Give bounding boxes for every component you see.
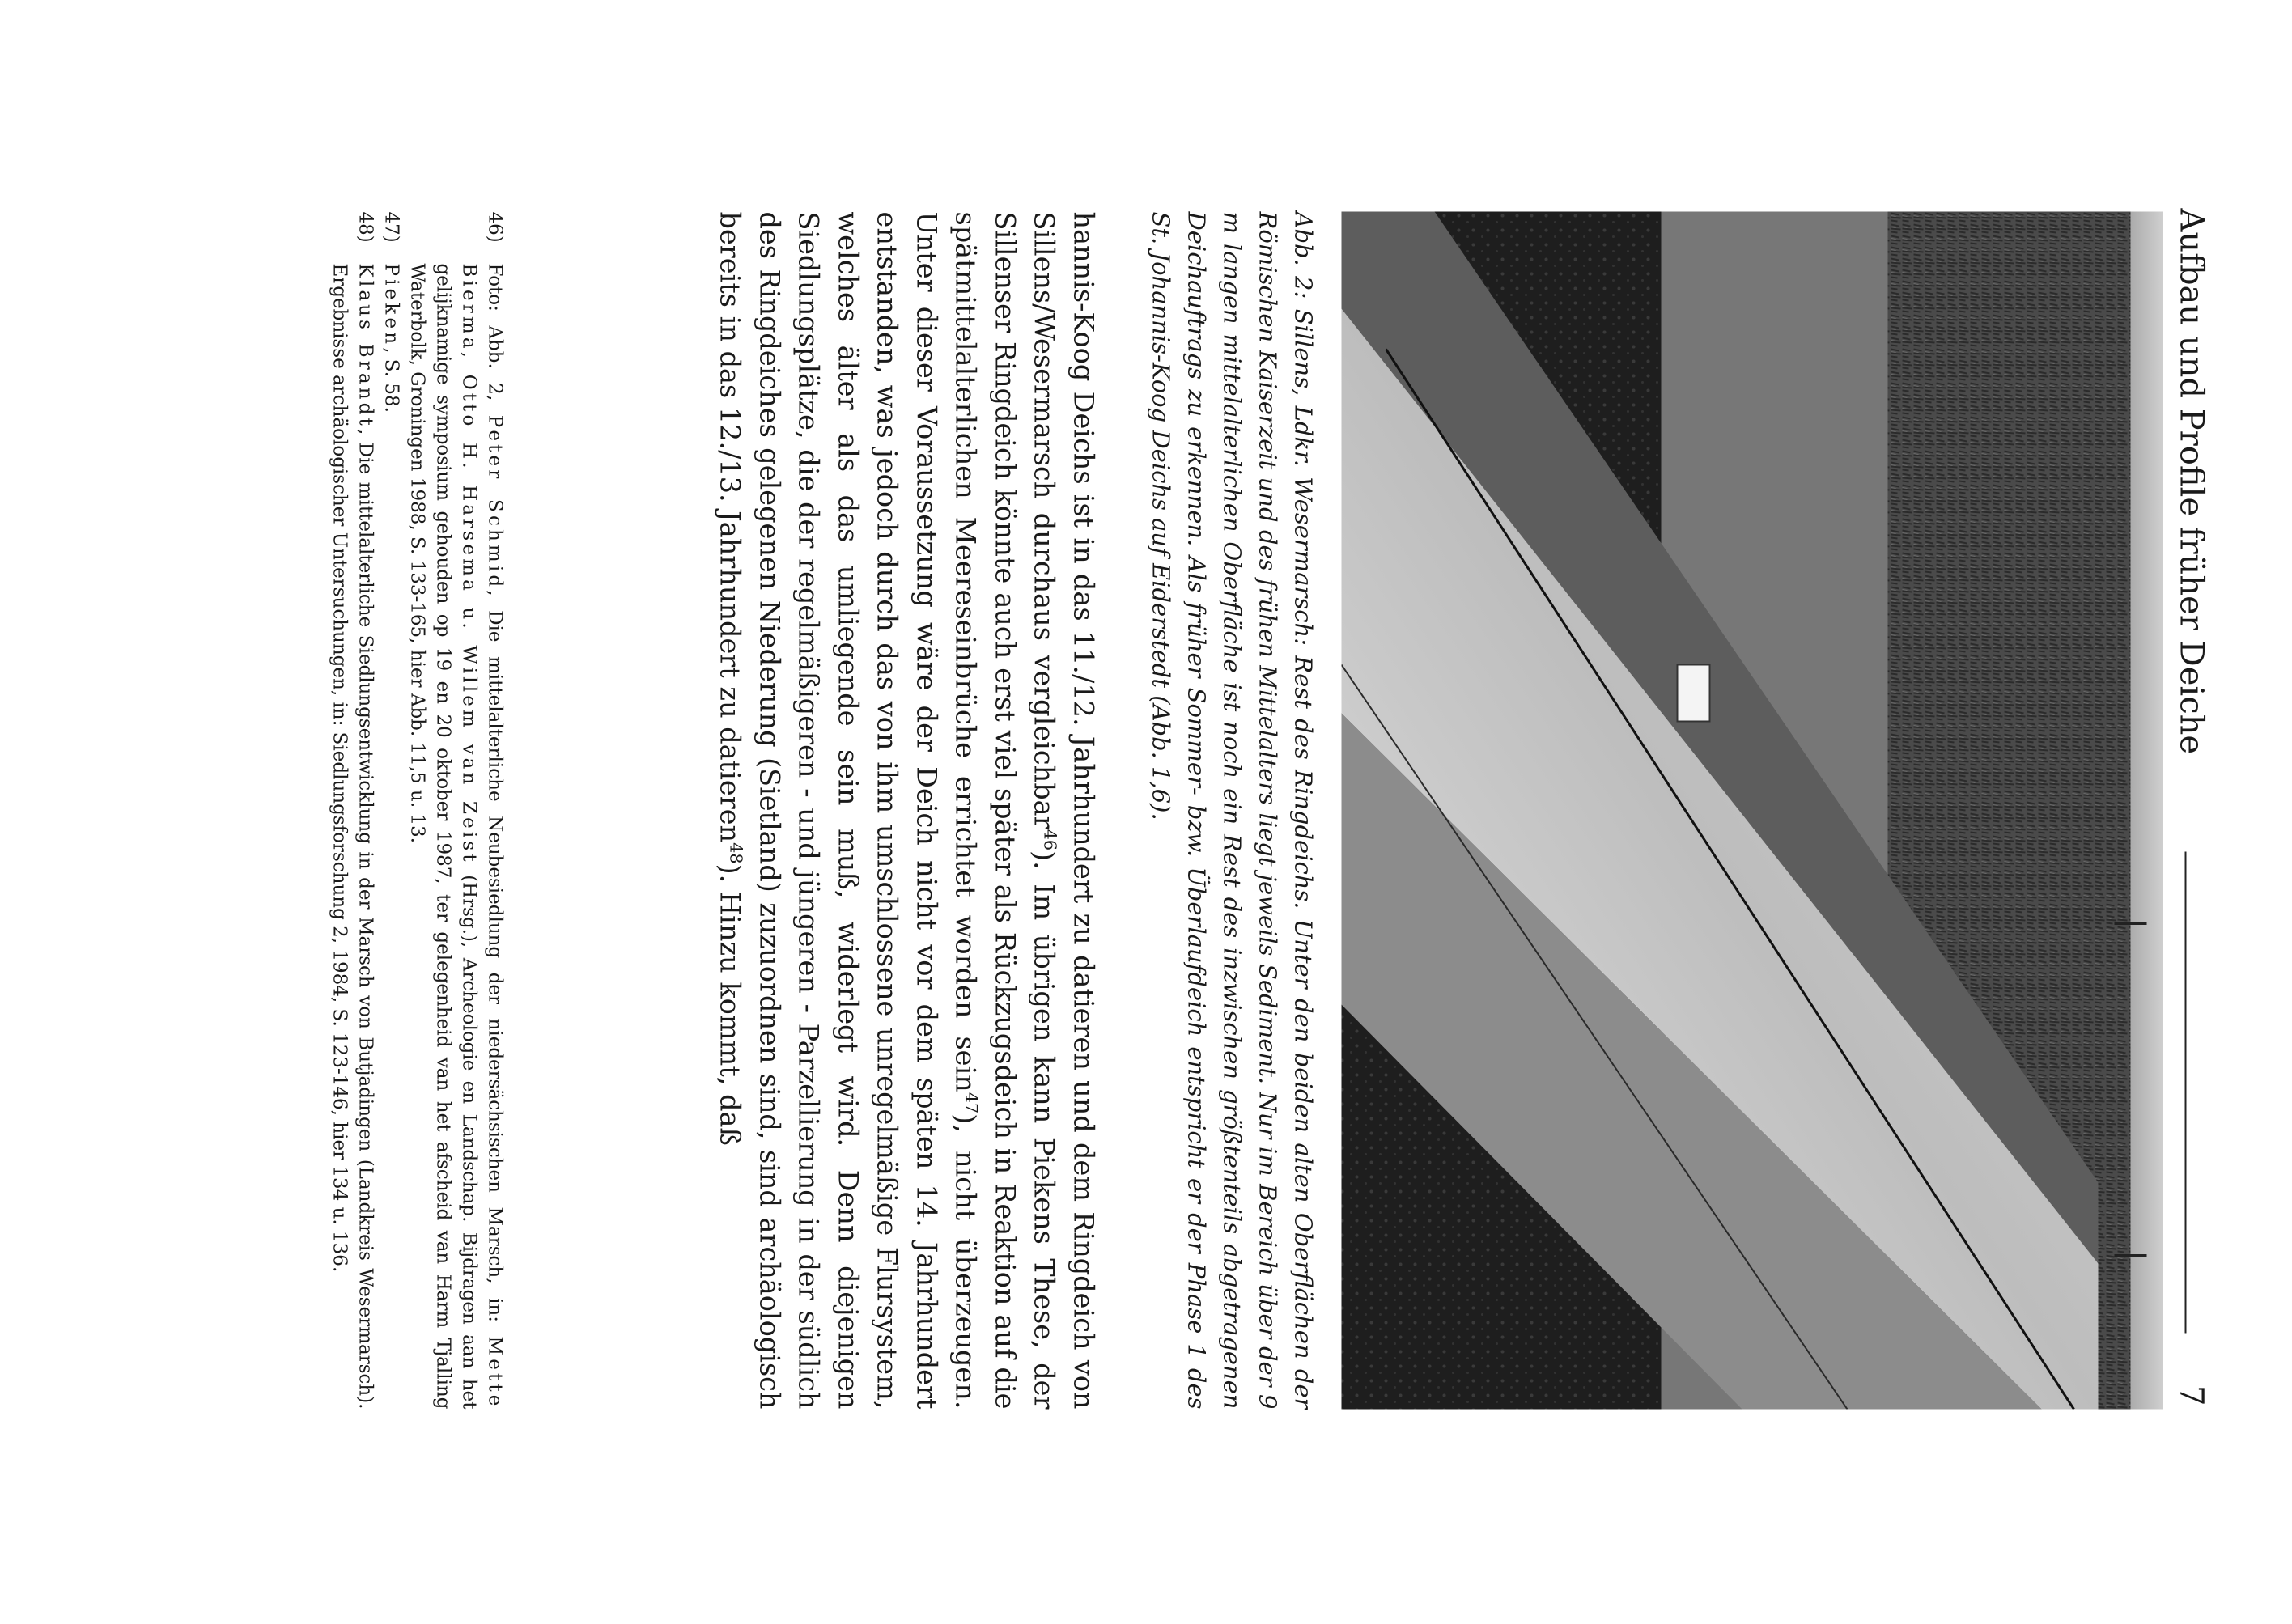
body-text-2: ). Im übrigen kann Piekens These, der Sillenser Ringdeich könnte auch erst viel später als Rückzugsdeich in Reaktion auf die spätmittelalterlichen Meereseinbrüche errichtet worden sein bbox=[950, 211, 1060, 1410]
footnote-46 bbox=[405, 212, 508, 1410]
rotated-page bbox=[1, 0, 2292, 1624]
footnote-text: Foto: Abb. 2, bbox=[484, 263, 506, 415]
figure-caption-text: Abb. 2: Sillens, Ldkr. Wesermarsch: Rest des Ringdeichs. Unter den beiden alten Oberflächen der Römischen Kaiserzeit und des frühen Mittelalters liegt jeweils Sediment. Nur im Bereich über der 9 m langen mittelalterlichen Oberfläche ist noch ein Rest des inzwischen größtenteils abgetragenen Deichauftrags zu erkennen. Als früher Sommer- bzw. Überlaufdeich entspricht er der Phase 1 des St. Johannis-Koog Deichs auf Eiderstedt (Abb. 1,6). bbox=[1147, 211, 1318, 1410]
footnote-ref-46: 46 bbox=[1041, 829, 1061, 851]
footnote-47 bbox=[379, 212, 405, 1410]
body-text-3: ), nicht überzeugen. Unter dieser Voraussetzung wäre der Deich nicht vor dem späten 14. Jahrhundert entstanden, was jedoch durch das von ihm umschlossene unregelmäßige Flursystem, welches älter als das umliegende sein muß, widerlegt wird. Denn diejenigen Siedlungsplätze, die der regelmäßigeren - und jüngeren - Parzellierung in der südlich des Ringdeiches gelegenen Niederung (Sietland) zuzuordnen sind, sind archäologisch bereits in das 12./13. Jahrhundert zu datieren bbox=[715, 211, 982, 1410]
footnote-text: (Hrsg.), Archeologie en Landschap. Bijdragen aan het gelijknamige symposium gehouden op 19 en 20 oktober 1987, ter gelegenheid van het afscheid van Harm Tjalling Waterbolk, Groningen 1988, S. 133-165, hier Abb. 11,5 u. 13. bbox=[406, 263, 480, 1410]
header-title: Aufbau und Profile früher Deiche bbox=[2172, 208, 2210, 755]
footnote-48 bbox=[327, 212, 379, 1410]
footnote-author: Peter Schmid bbox=[484, 414, 506, 591]
footnote-text: , Die mittelalterliche Siedlungsentwicklung in der Marsch von Butjadingen (Landkreis Wesermarsch). Ergebnisse archäologischer Untersuchungen, in: Siedlungsforschung 2, 1984, S. 123-146, hier 134 u. 136. bbox=[329, 263, 376, 1410]
footnote-author: Pieken bbox=[380, 263, 402, 348]
footnote-number: 47) bbox=[380, 211, 402, 243]
body-text-4: ). Hinzu kommt, daß bbox=[715, 863, 746, 1146]
body-text-1: hannis-Koog Deichs ist in das 11./12. Jahrhundert zu datieren und dem Ringdeich von Sillens/Wesermarsch durchaus vergleichbar bbox=[1029, 211, 1100, 1410]
dike-photo-drawing bbox=[1342, 212, 2163, 1410]
figure-caption bbox=[1144, 212, 1322, 1410]
footnote-ref-47: 47 bbox=[962, 1092, 983, 1114]
body-paragraph bbox=[711, 212, 1103, 1410]
page-number: 7 bbox=[2172, 1385, 2210, 1406]
footnote-author: Klaus Brandt bbox=[354, 263, 376, 429]
footnote-number: 46) bbox=[484, 211, 506, 243]
header-rule bbox=[2185, 852, 2187, 1334]
dike-photo bbox=[1342, 212, 2163, 1410]
running-header bbox=[2167, 209, 2216, 1406]
footnote-ref-48: 48 bbox=[727, 842, 747, 864]
footnote-author: Mette Bierma, Otto H. Harsema u. Willem van Zeist bbox=[458, 263, 506, 1410]
footnotes bbox=[327, 212, 508, 1410]
footnote-text: , Die mittelalterliche Neubesiedlung der niedersächsischen Marsch, in: bbox=[484, 590, 506, 1337]
footnote-number: 48) bbox=[354, 211, 376, 243]
footnote-text: , S. 58. bbox=[380, 347, 402, 413]
